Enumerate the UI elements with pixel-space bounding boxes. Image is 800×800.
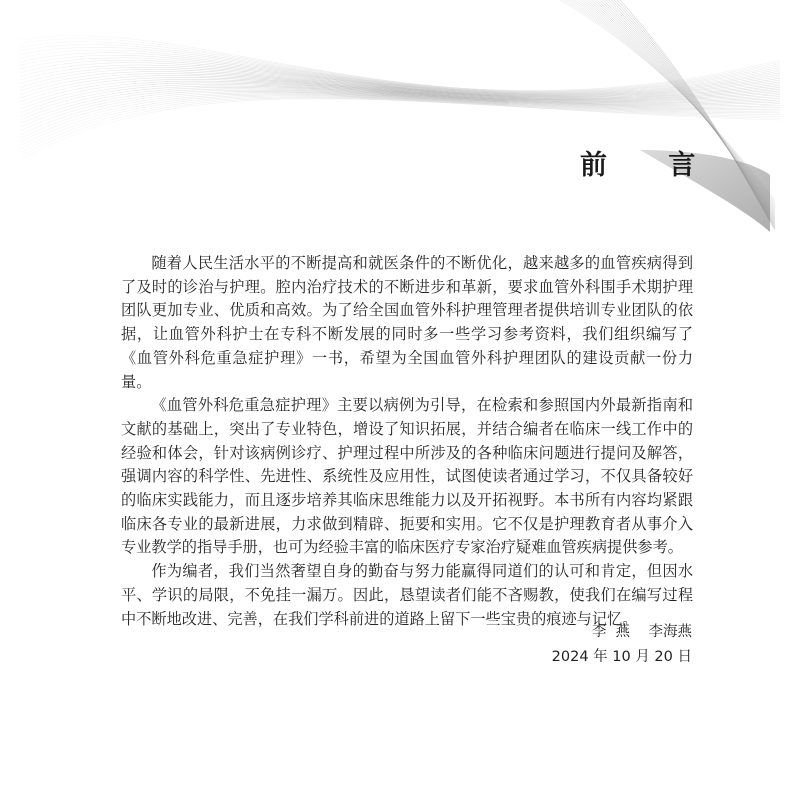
author-names: 李 燕 李海燕 [591, 624, 692, 640]
signature-date: 2024 年 10 月 20 日 [551, 649, 692, 665]
page-title: 前 言 [580, 150, 722, 181]
paragraph-3: 作为编者，我们当然奢望自身的勤奋与努力能赢得同道们的认可和肯定，但因水平、学识的局限，不免挂一漏万。因此，恳望读者们能不吝赐教，使我们在编写过程中不断地改进、完善，在我们学科前进的道路上留下一些宝贵的痕迹与记忆。 [121, 562, 693, 628]
preface-body [121, 252, 693, 631]
paragraph-2: 《血管外科危重急症护理》主要以病例为引导，在检索和参照国内外最新指南和文献的基础上，突出了专业特色，增设了知识拓展，并结合编者在临床一线工作中的经验和体会，针对该病例诊疗、护理过程中所涉及的各种临床问题进行提问及解答，强调内容的科学性、先进性、系统性及应用性，试图使读者通过学习，不仅具备较好的临床实践能力，而且逐步培养其临床思维能力以及开拓视野。本书所有内容均紧跟临床各专业的最新进展，力求做到精辟、扼要和实用。它不仅是护理教育者从事介入专业教学的指导手册，也可为经验丰富的临床医疗专家治疗疑难血管疾病提供参考。 [121, 396, 693, 557]
paragraph-1: 随着人民生活水平的不断提高和就医条件的不断优化，越来越多的血管疾病得到了及时的诊治与护理。腔内治疗技术的不断进步和革新，要求血管外科围手术期护理团队更加专业、优质和高效。为了给全国血管外科护理管理者提供培训专业团队的依据，让血管外科护士在专科不断发展的同时多一些学习参考资料，我们组织编写了《血管外科危重急症护理》一书，希望为全国血管外科护理团队的建设贡献一份力量。 [121, 254, 693, 391]
signature-block [552, 620, 692, 670]
decorative-wave-graphic [0, 0, 800, 260]
